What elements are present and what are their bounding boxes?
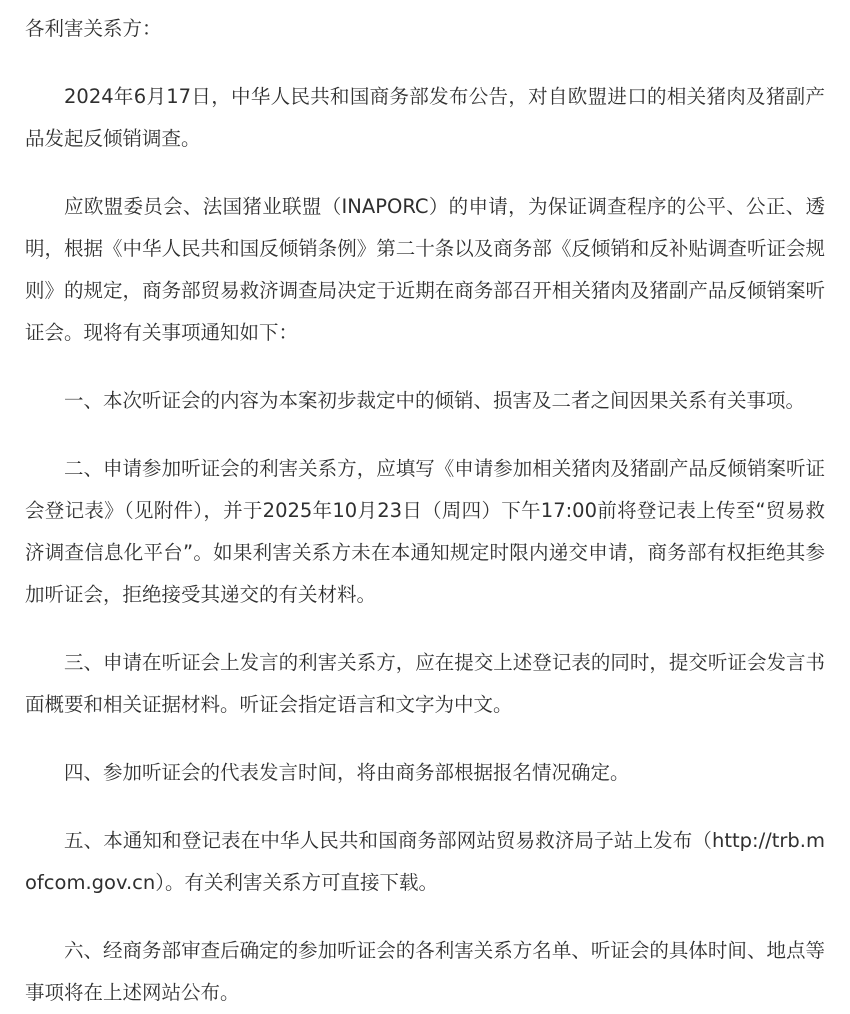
paragraph-item-two: 二、申请参加听证会的利害关系方，应填写《申请参加相关猪肉及猪副产品反倾销案听证会登记表》（见附件），并于2025年10月23日（周四）下午17:00前将登记表上传至“贸易救济调查信息化平台”。如果利害关系方未在本通知规定时限内递交申请，商务部有权拒绝其参加听证会，拒绝接受其递交的有关材料。	[25, 457, 825, 606]
paragraph-item-four: 四、参加听证会的代表发言时间，将由商务部根据报名情况确定。	[64, 761, 630, 784]
paragraph-item-six: 六、经商务部审查后确定的参加听证会的各利害关系方名单、听证会的具体时间、地点等事项将在上述网站公布。	[25, 939, 825, 1004]
paragraph-item-three: 三、申请在听证会上发言的利害关系方，应在提交上述登记表的同时，提交听证会发言书面概要和相关证据材料。听证会指定语言和文字为中文。	[25, 651, 825, 716]
paragraph-announcement: 2024年6月17日，中华人民共和国商务部发布公告，对自欧盟进口的相关猪肉及猪副产品发起反倾销调查。	[25, 85, 825, 150]
paragraph-legal-basis: 应欧盟委员会、法国猪业联盟（INAPORC）的申请，为保证调查程序的公平、公正、透明，根据《中华人民共和国反倾销条例》第二十条以及商务部《反倾销和反补贴调查听证会规则》的规定，商务部贸易救济调查局决定于近期在商务部召开相关猪肉及猪副产品反倾销案听证会。现将有关事项通知如下：	[25, 195, 825, 344]
salutation: 各利害关系方：	[25, 17, 162, 40]
paragraph-item-one: 一、本次听证会的内容为本案初步裁定中的倾销、损害及二者之间因果关系有关事项。	[64, 389, 806, 412]
paragraph-item-five: 五、本通知和登记表在中华人民共和国商务部网站贸易救济局子站上发布（http://trb.mofcom.gov.cn）。有关利害关系方可直接下载。	[25, 829, 825, 894]
document-body	[0, 8, 850, 1014]
